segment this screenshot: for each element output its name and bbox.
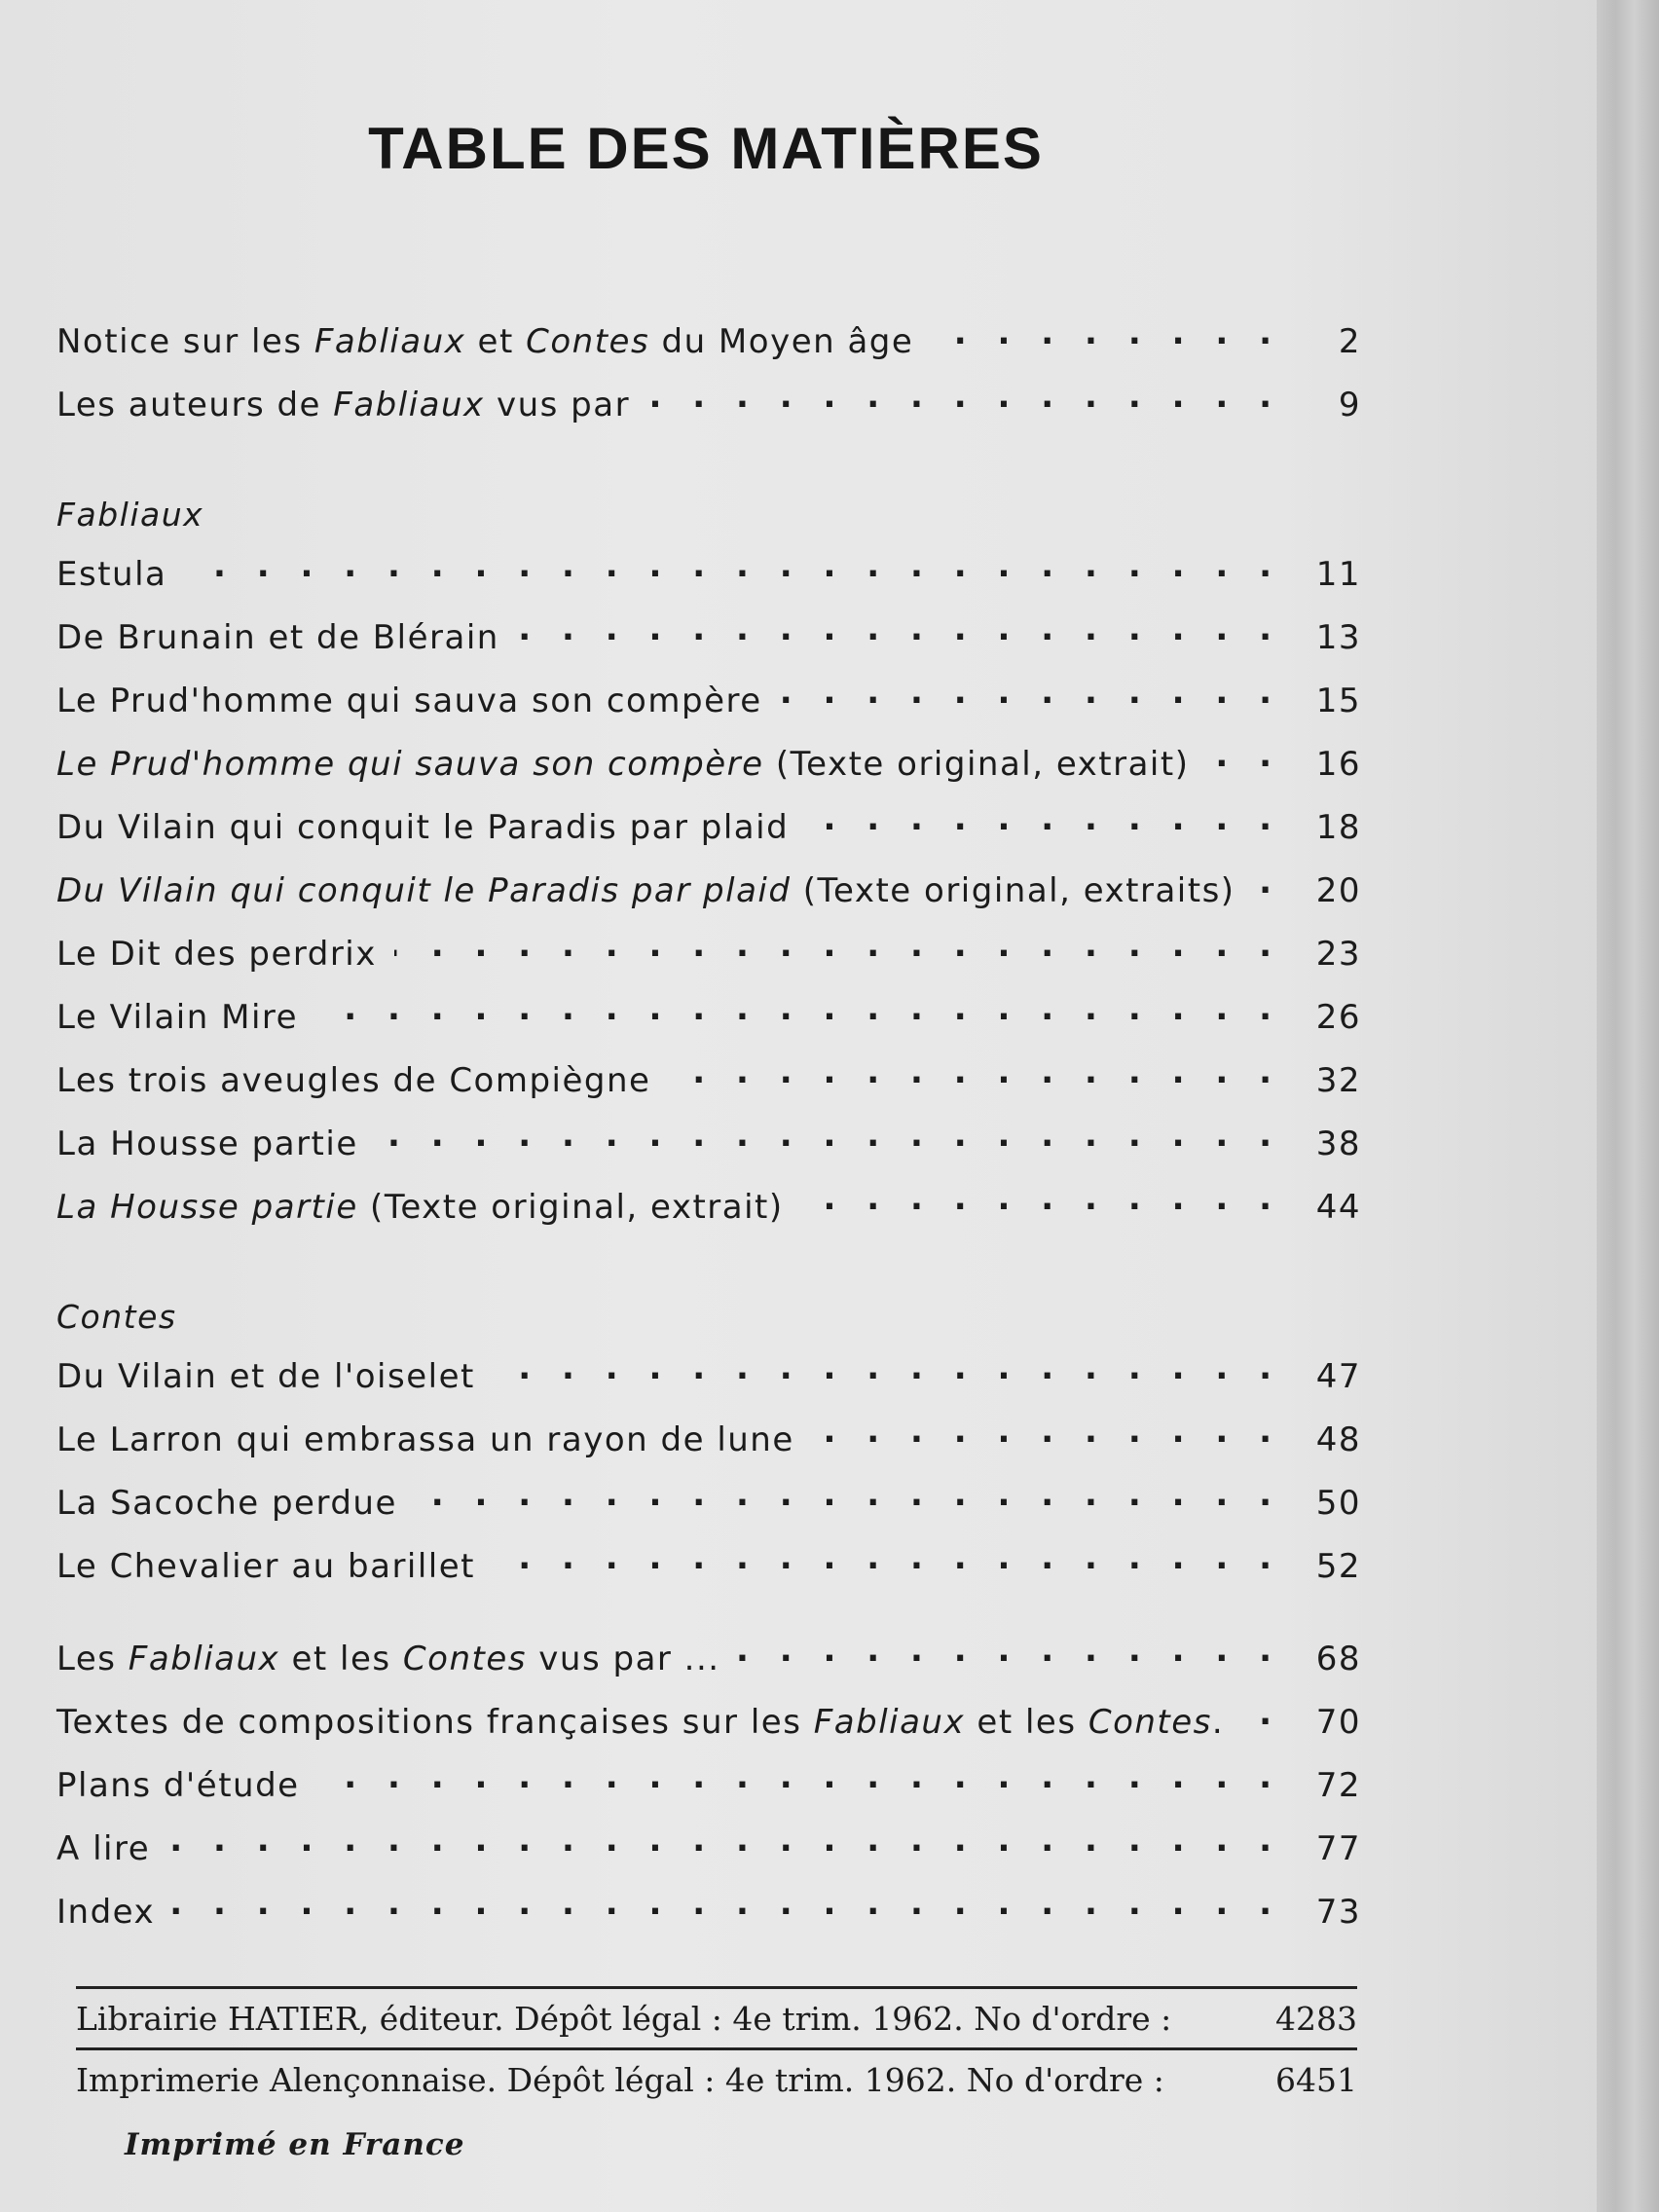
toc-entry-page: 13: [1315, 618, 1361, 657]
fabliaux-list: [56, 546, 1361, 1242]
table-of-contents: [56, 313, 1361, 1947]
dot-leader: [394, 926, 1281, 965]
toc-entry-title: Du Vilain qui conquit le Paradis par plaid: [56, 808, 790, 847]
toc-entry: [56, 1116, 1361, 1179]
page-edge: [1597, 0, 1659, 2212]
toc-entry-title: La Sacoche perdue: [56, 1484, 397, 1523]
printer-imprint-text: Imprimerie Alençonnaise. Dépôt légal : 4e trim. 1962. No d'ordre :: [76, 2060, 1164, 2099]
toc-entry: [56, 1757, 1361, 1821]
toc-entry-title: Les Fabliaux et les Contes vus par ...: [56, 1640, 720, 1678]
toc-entry: [56, 1475, 1361, 1538]
dot-leader: [167, 1821, 1281, 1860]
toc-entry: [56, 1884, 1361, 1947]
dot-leader: [376, 1116, 1281, 1155]
toc-entry-title: Estula: [56, 555, 167, 594]
toc-entry-title: Notice sur les Fabliaux et Contes du Moyen âge: [56, 322, 914, 361]
toc-entry-page: 15: [1315, 682, 1361, 720]
toc-entry: [56, 1052, 1361, 1116]
toc-entry-page: 77: [1315, 1829, 1361, 1868]
toc-entry-title: La Housse partie: [56, 1124, 358, 1163]
dot-leader: [184, 546, 1281, 585]
toc-entry: [56, 926, 1361, 989]
toc-entry-page: 18: [1315, 808, 1361, 847]
dot-leader: [806, 799, 1281, 838]
dot-leader: [317, 1757, 1281, 1796]
dot-leader: [780, 673, 1281, 712]
toc-entry: [56, 799, 1361, 863]
dot-leader: [812, 1412, 1281, 1451]
intro-list: [56, 313, 1361, 440]
toc-entry-page: 32: [1315, 1061, 1361, 1100]
dot-leader: [801, 1179, 1281, 1218]
toc-entry-page: 11: [1315, 555, 1361, 594]
toc-entry-title: Textes de compositions françaises sur les Fabliaux et les Contes.: [56, 1703, 1225, 1742]
dot-leader: [1253, 863, 1281, 902]
toc-entry-title: Le Prud'homme qui sauva son compère (Texte original, extrait): [56, 745, 1190, 784]
toc-entry-page: 47: [1315, 1357, 1361, 1396]
publisher-imprint: [76, 1989, 1357, 2047]
toc-entry-page: 26: [1315, 998, 1361, 1037]
page-title: TABLE DES MATIÈRES: [368, 116, 1044, 181]
dot-leader: [415, 1475, 1281, 1514]
toc-entry-page: 68: [1315, 1640, 1361, 1678]
toc-entry-title: Plans d'étude: [56, 1766, 300, 1805]
dot-leader: [493, 1538, 1281, 1577]
toc-entry: [56, 609, 1361, 673]
toc-entry: [56, 546, 1361, 609]
toc-entry-title: Le Vilain Mire: [56, 998, 299, 1037]
toc-entry-title: Le Dit des perdrix: [56, 935, 377, 974]
publisher-order-number: 4283: [1275, 1999, 1357, 2038]
dot-leader: [493, 1348, 1281, 1387]
toc-entry-page: 73: [1315, 1893, 1361, 1932]
toc-entry-title: Les trois aveugles de Compiègne: [56, 1061, 651, 1100]
toc-entry-title: De Brunain et de Blérain: [56, 618, 499, 657]
toc-entry-page: 70: [1315, 1703, 1361, 1742]
publisher-imprint-text: Librairie HATIER, éditeur. Dépôt légal : 4e trim. 1962. No d'ordre :: [76, 1999, 1172, 2038]
toc-entry-page: 16: [1315, 745, 1361, 784]
toc-entry-page: 44: [1315, 1188, 1361, 1227]
toc-entry: [56, 736, 1361, 799]
toc-entry: [56, 377, 1361, 440]
dot-leader: [738, 1631, 1281, 1670]
toc-entry-page: 38: [1315, 1124, 1361, 1163]
toc-entry-page: 20: [1315, 871, 1361, 910]
dot-leader: [668, 1052, 1281, 1091]
toc-entry: [56, 989, 1361, 1052]
toc-entry-title: A lire: [56, 1829, 151, 1868]
toc-entry: [56, 1179, 1361, 1242]
section-heading-fabliaux: Fabliaux: [56, 496, 204, 534]
toc-entry-title: Les auteurs de Fabliaux vus par: [56, 386, 631, 424]
toc-entry: [56, 673, 1361, 736]
toc-entry-page: 2: [1338, 322, 1361, 361]
toc-entry: [56, 1631, 1361, 1694]
toc-entry: [56, 1348, 1361, 1412]
contes-list: [56, 1348, 1361, 1602]
toc-entry-title: Le Larron qui embrassa un rayon de lune: [56, 1420, 794, 1459]
toc-entry: [56, 313, 1361, 377]
toc-entry-title: La Housse partie (Texte original, extrait): [56, 1188, 784, 1227]
toc-entry: [56, 863, 1361, 926]
printer-imprint: [76, 2050, 1357, 2109]
toc-entry: [56, 1821, 1361, 1884]
toc-entry-title: Du Vilain et de l'oiselet: [56, 1357, 475, 1396]
section-heading-contes: Contes: [56, 1298, 177, 1336]
toc-entry-page: 48: [1315, 1420, 1361, 1459]
appendix-list: [56, 1631, 1361, 1947]
printer-order-number: 6451: [1275, 2060, 1357, 2099]
toc-entry-page: 9: [1338, 386, 1361, 424]
toc-entry-title: Index: [56, 1893, 156, 1932]
dot-leader: [1206, 736, 1281, 775]
toc-entry-page: 72: [1315, 1766, 1361, 1805]
toc-entry: [56, 1694, 1361, 1757]
toc-entry-page: 52: [1315, 1547, 1361, 1586]
toc-entry-title: Du Vilain qui conquit le Paradis par plaid (Texte original, extraits): [56, 871, 1235, 910]
dot-leader: [315, 989, 1281, 1028]
printed-in-france: Imprimé en France: [125, 2127, 465, 2162]
toc-entry-title: Le Chevalier au barillet: [56, 1547, 476, 1586]
dot-leader: [172, 1884, 1281, 1923]
toc-entry-title: Le Prud'homme qui sauva son compère: [56, 682, 762, 720]
dot-leader: [647, 377, 1281, 416]
dot-leader: [931, 313, 1281, 352]
toc-entry-page: 23: [1315, 935, 1361, 974]
dot-leader: [517, 609, 1281, 648]
toc-entry: [56, 1538, 1361, 1602]
imprint-block: [76, 1986, 1357, 2109]
toc-entry-page: 50: [1315, 1484, 1361, 1523]
toc-entry: [56, 1412, 1361, 1475]
dot-leader: [1241, 1694, 1281, 1733]
